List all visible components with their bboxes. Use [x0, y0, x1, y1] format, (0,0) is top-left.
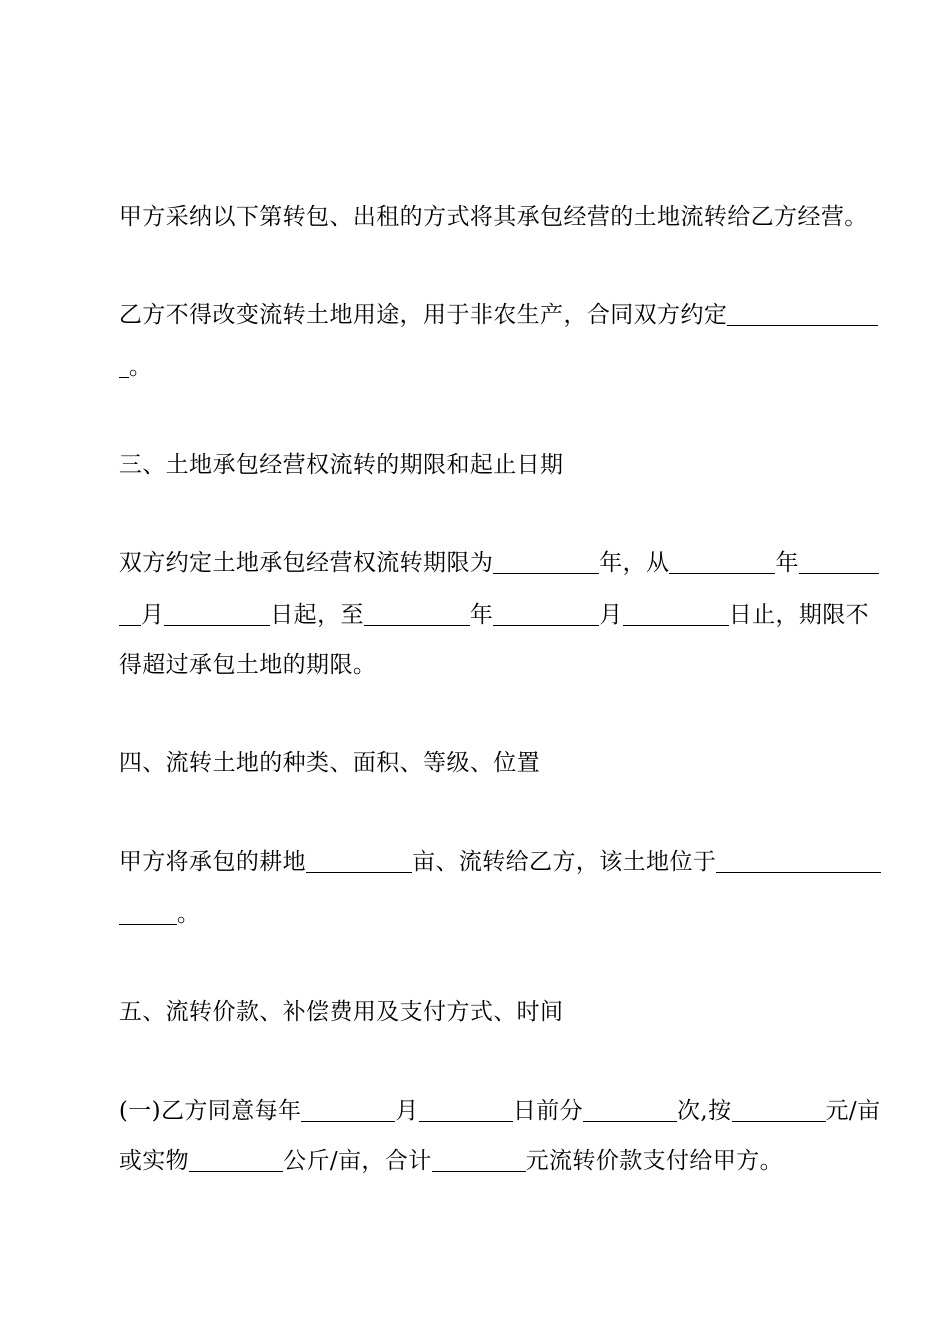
text-segment: 月 — [395, 1098, 419, 1124]
text-segment: 年，从 — [599, 550, 670, 576]
text-segment: 。 — [176, 901, 201, 927]
text-segment: 年 — [469, 602, 494, 628]
text-segment: 亩、流转给乙方，该土地位于 — [412, 849, 717, 875]
fill-blank[interactable] — [727, 301, 878, 326]
heading-text: 三、土地承包经营权流转的期限和起止日期 — [118, 452, 564, 478]
text-segment: 月 — [140, 602, 165, 628]
fill-blank-area[interactable] — [306, 848, 412, 873]
text-segment: 元流转价款支付给甲方。 — [525, 1148, 784, 1174]
text-segment: 甲方采纳以下第转包、出租的方式将其承包经营的土地流转给乙方经营。 — [118, 204, 868, 230]
section-heading-3 — [88, 420, 563, 510]
text-segment: 月 — [599, 602, 623, 628]
paragraph-land-use-cont — [88, 322, 152, 412]
fill-blank-end-day[interactable] — [623, 601, 729, 626]
fill-blank-end-month[interactable] — [493, 601, 599, 626]
section-heading-4 — [88, 718, 540, 808]
text-segment: 日止，期限不 — [728, 602, 870, 628]
text-segment: 或实物 — [118, 1148, 190, 1174]
section-heading-5 — [88, 967, 563, 1057]
paragraph-term-end — [88, 620, 376, 710]
text-segment: 乙方不得改变流转土地用途，用于非农生产，合同双方约定 — [118, 302, 728, 328]
fill-blank-end-year[interactable] — [364, 601, 470, 626]
text-segment: 日前分 — [512, 1098, 584, 1124]
paragraph-payment-cont — [88, 1116, 783, 1206]
paragraph-land-area-cont — [88, 869, 200, 959]
heading-text: 四、流转土地的种类、面积、等级、位置 — [118, 750, 541, 776]
text-segment: 。 — [128, 354, 153, 380]
paragraph-transfer-method — [88, 172, 868, 262]
text-segment: 年 — [775, 550, 799, 576]
fill-blank-location[interactable] — [716, 848, 881, 873]
paragraph-land-use — [88, 270, 878, 360]
text-segment: 元/亩 — [825, 1098, 881, 1124]
text-segment: 双方约定土地承包经营权流转期限为 — [118, 550, 494, 576]
fill-blank-location-cont[interactable] — [119, 900, 177, 925]
heading-text: 五、流转价款、补偿费用及支付方式、时间 — [118, 999, 564, 1025]
text-segment: 日起，至 — [270, 602, 364, 628]
text-segment: 次,按 — [677, 1098, 732, 1124]
fill-blank[interactable] — [119, 353, 129, 378]
paragraph-land-area — [88, 817, 881, 907]
text-segment: 甲方将承包的耕地 — [118, 849, 307, 875]
text-segment: 公斤/亩，合计 — [283, 1148, 432, 1174]
fill-blank-kg-per-mu[interactable] — [189, 1147, 283, 1172]
text-segment: (一)乙方同意每年 — [118, 1098, 302, 1124]
text-segment: 得超过承包土地的期限。 — [118, 652, 377, 678]
fill-blank-total[interactable] — [432, 1147, 526, 1172]
